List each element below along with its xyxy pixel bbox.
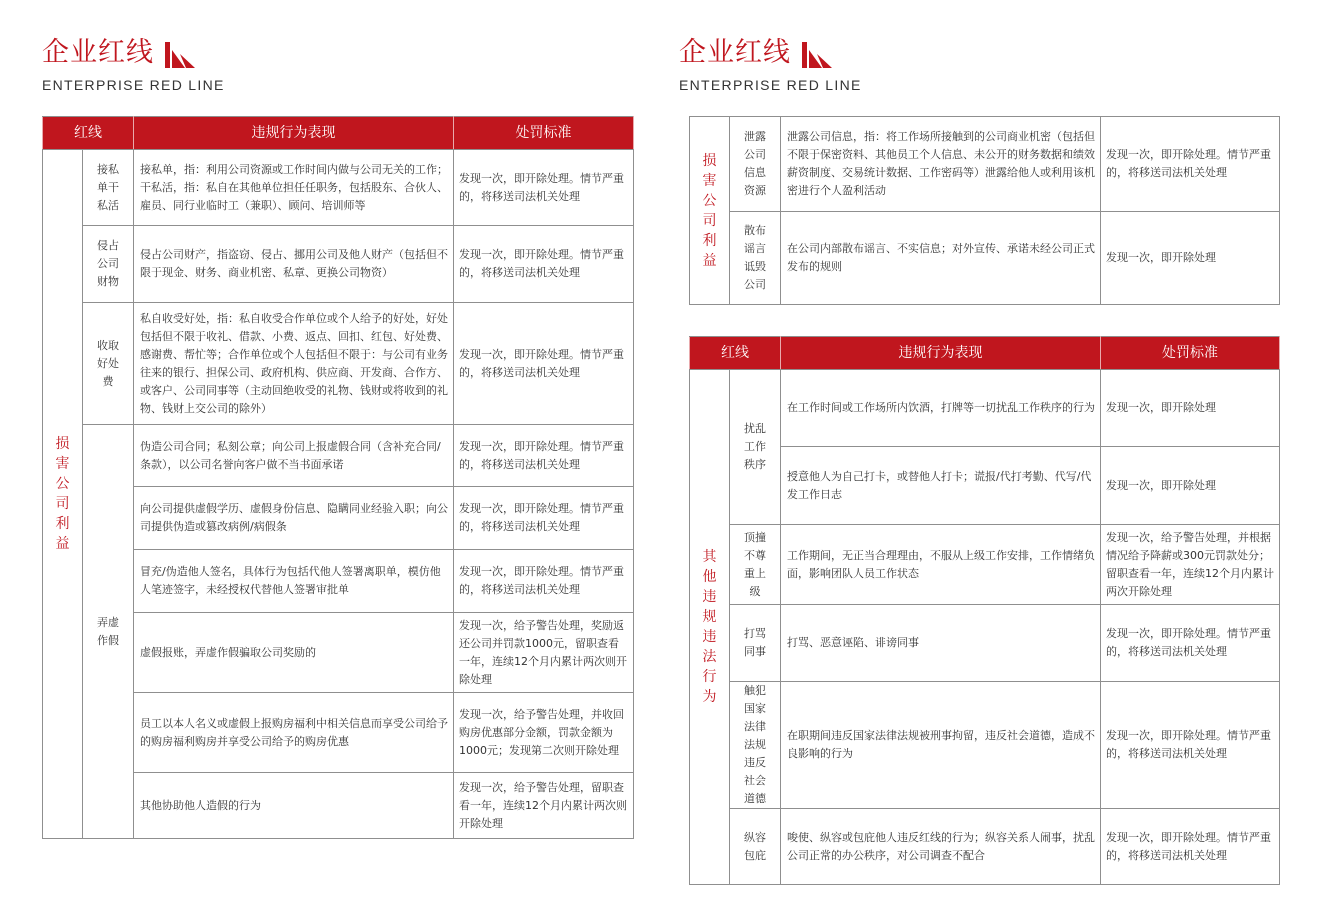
- table-row: [690, 682, 1280, 809]
- subcategory-cell: [83, 303, 134, 425]
- redline-table-right-top: [689, 116, 1280, 305]
- subcategory-cell: [730, 370, 781, 525]
- category-cell: [690, 370, 730, 885]
- behavior-cell: 授意他人为自己打卡，或替他人打卡；谎报/代打考勤、代写/代发工作日志: [781, 447, 1101, 525]
- behavior-cell: 伪造公司合同；私刻公章；向公司上报虚假合同（含补充合同/条款），以公司名誉向客户做不当书面承诺: [134, 425, 454, 487]
- behavior-cell: 虚假报账，弄虚作假骗取公司奖励的: [134, 613, 454, 693]
- table-row: [43, 150, 634, 226]
- redline-logo-icon: [165, 42, 199, 68]
- col-header-penalty: 处罚标准: [454, 117, 634, 150]
- subcategory-cell: [83, 150, 134, 226]
- category-label: 损害公司利益: [702, 152, 717, 269]
- penalty-cell: 发现一次，即开除处理。情节严重的，将移送司法机关处理: [454, 487, 634, 550]
- col-header-penalty: 处罚标准: [1101, 337, 1280, 370]
- penalty-cell: 发现一次，即开除处理: [1101, 370, 1280, 447]
- penalty-cell: 发现一次，即开除处理。情节严重的，将移送司法机关处理: [454, 425, 634, 487]
- penalty-cell: 发现一次，即开除处理: [1101, 212, 1280, 305]
- behavior-cell: 工作期间，无正当合理理由，不服从上级工作安排，工作情绪负面，影响团队人员工作状态: [781, 525, 1101, 605]
- redline-table-left: [42, 116, 634, 839]
- penalty-cell: 发现一次，即开除处理。情节严重的，将移送司法机关处理: [1101, 682, 1280, 809]
- title-left: 企业红线: [42, 37, 154, 68]
- subcategory-cell: [730, 809, 781, 885]
- subcategory-label: 扰乱工作秩序: [744, 422, 766, 471]
- behavior-cell: 唆使、纵容或包庇他人违反红线的行为；纵容关系人闹事，扰乱公司正常的办公秩序，对公司调查不配合: [781, 809, 1101, 885]
- penalty-cell: 发现一次，即开除处理。情节严重的，将移送司法机关处理: [1101, 605, 1280, 682]
- col-header-behavior: 违规行为表现: [781, 337, 1101, 370]
- category-label: 其他违规违法行为: [702, 549, 717, 705]
- behavior-cell: 向公司提供虚假学历、虚假身份信息、隐瞒同业经验入职；向公司提供伪造或篡改病例/病假条: [134, 487, 454, 550]
- subtitle-right: ENTERPRISE RED LINE: [679, 77, 862, 93]
- penalty-cell: 发现一次，给予警告处理，并根据情况给予降薪或300元罚款处分；留职查看一年，连续12个月内累计两次开除处理: [1101, 525, 1280, 605]
- behavior-cell: 打骂、恶意诬陷、诽谤同事: [781, 605, 1101, 682]
- penalty-cell: 发现一次，即开除处理。情节严重的，将移送司法机关处理: [454, 303, 634, 425]
- title-right: 企业红线: [679, 37, 791, 68]
- table-row: [690, 605, 1280, 682]
- subcategory-label: 纵容包庇: [744, 830, 766, 862]
- col-header-redline: 红线: [690, 337, 781, 370]
- subcategory-label: 顶撞不尊重上级: [744, 530, 766, 598]
- subcategory-cell: [730, 682, 781, 809]
- category-cell: [690, 117, 730, 305]
- behavior-cell: 员工以本人名义或虚假上报购房福利中相关信息而享受公司给予的购房福利购房并享受公司给予的购房优惠: [134, 693, 454, 773]
- penalty-cell: 发现一次，给予警告处理，并收回购房优惠部分金额，罚款金额为1000元；发现第二次则开除处理: [454, 693, 634, 773]
- col-header-behavior: 违规行为表现: [134, 117, 454, 150]
- behavior-cell: 接私单，指：利用公司资源或工作时间内做与公司无关的工作；干私活，指：私自在其他单位担任任职务，包括股东、合伙人、雇员、同行业临时工（兼职）、顾问、培训师等: [134, 150, 454, 226]
- subcategory-cell: [730, 605, 781, 682]
- redline-table-right-bottom: [689, 336, 1280, 885]
- table-row: [690, 212, 1280, 305]
- penalty-cell: 发现一次，给予警告处理，留职查看一年，连续12个月内累计两次则开除处理: [454, 773, 634, 839]
- behavior-cell: 在工作时间或工作场所内饮酒，打牌等一切扰乱工作秩序的行为: [781, 370, 1101, 447]
- col-header-redline: 红线: [43, 117, 134, 150]
- behavior-cell: 在职期间违反国家法律法规被刑事拘留，违反社会道德，造成不良影响的行为: [781, 682, 1101, 809]
- penalty-cell: 发现一次，即开除处理: [1101, 447, 1280, 525]
- penalty-cell: 发现一次，即开除处理。情节严重的，将移送司法机关处理: [454, 226, 634, 303]
- table-row: [690, 117, 1280, 212]
- table-row: [43, 226, 634, 303]
- behavior-cell: 其他协助他人造假的行为: [134, 773, 454, 839]
- category-label: 损害公司利益: [55, 436, 70, 552]
- subcategory-label: 侵占公司财物: [97, 239, 119, 288]
- table-row: [43, 425, 634, 487]
- behavior-cell: 冒充/伪造他人签名，具体行为包括代他人签署离职单，模仿他人笔迹签字，未经授权代替他人签署审批单: [134, 550, 454, 613]
- penalty-cell: 发现一次，即开除处理。情节严重的，将移送司法机关处理: [454, 150, 634, 226]
- penalty-cell: 发现一次，即开除处理。情节严重的，将移送司法机关处理: [1101, 809, 1280, 885]
- subcategory-label: 散布谣言诋毁公司: [744, 224, 766, 291]
- penalty-cell: 发现一次，给予警告处理，奖励返还公司并罚款1000元，留职查看一年，连续12个月内累计两次则开除处理: [454, 613, 634, 693]
- subcategory-label: 泄露公司信息资源: [744, 130, 766, 197]
- table-row: [690, 809, 1280, 885]
- table-row: [690, 370, 1280, 447]
- subcategory-label: 触犯国家法律法规违反社会道德: [744, 684, 766, 805]
- table-row: [690, 525, 1280, 605]
- subcategory-label: 接私单干私活: [97, 162, 119, 212]
- behavior-cell: 泄露公司信息，指：将工作场所接触到的公司商业机密（包括但不限于保密资料、其他员工个人信息、未公开的财务数据和绩效薪资制度、交易统计数据、工作密码等）泄露给他人或利用该机密进行个人盈利活动: [781, 117, 1101, 212]
- subcategory-cell: [83, 425, 134, 839]
- table-row: [43, 303, 634, 425]
- redline-logo-icon: [802, 42, 836, 68]
- subcategory-cell: [730, 117, 781, 212]
- category-cell: [43, 150, 83, 839]
- subtitle-left: ENTERPRISE RED LINE: [42, 77, 225, 93]
- subcategory-label: 收取好处费: [97, 338, 119, 388]
- subcategory-label: 弄虚作假: [97, 615, 119, 647]
- behavior-cell: 私自收受好处，指：私自收受合作单位或个人给予的好处，好处包括但不限于收礼、借款、小费、返点、回扣、红包、好处费、感谢费、帮忙等；合作单位或个人包括但不限于：与公司有业务往来的银行、担保公司、政府机构、供应商、开发商、合作方、或客户、公司同事等（主动回绝收受的礼物、钱财或将收到的礼物、钱财上交公司的除外）: [134, 303, 454, 425]
- penalty-cell: 发现一次，即开除处理。情节严重的，将移送司法机关处理: [454, 550, 634, 613]
- behavior-cell: 在公司内部散布谣言、不实信息；对外宣传、承诺未经公司正式发布的规则: [781, 212, 1101, 305]
- subcategory-cell: [83, 226, 134, 303]
- subcategory-cell: [730, 212, 781, 305]
- behavior-cell: 侵占公司财产，指盗窃、侵占、挪用公司及他人财产（包括但不限于现金、财务、商业机密、私章、更换公司物资）: [134, 226, 454, 303]
- subcategory-label: 打骂同事: [744, 627, 766, 658]
- subcategory-cell: [730, 525, 781, 605]
- penalty-cell: 发现一次，即开除处理。情节严重的，将移送司法机关处理: [1101, 117, 1280, 212]
